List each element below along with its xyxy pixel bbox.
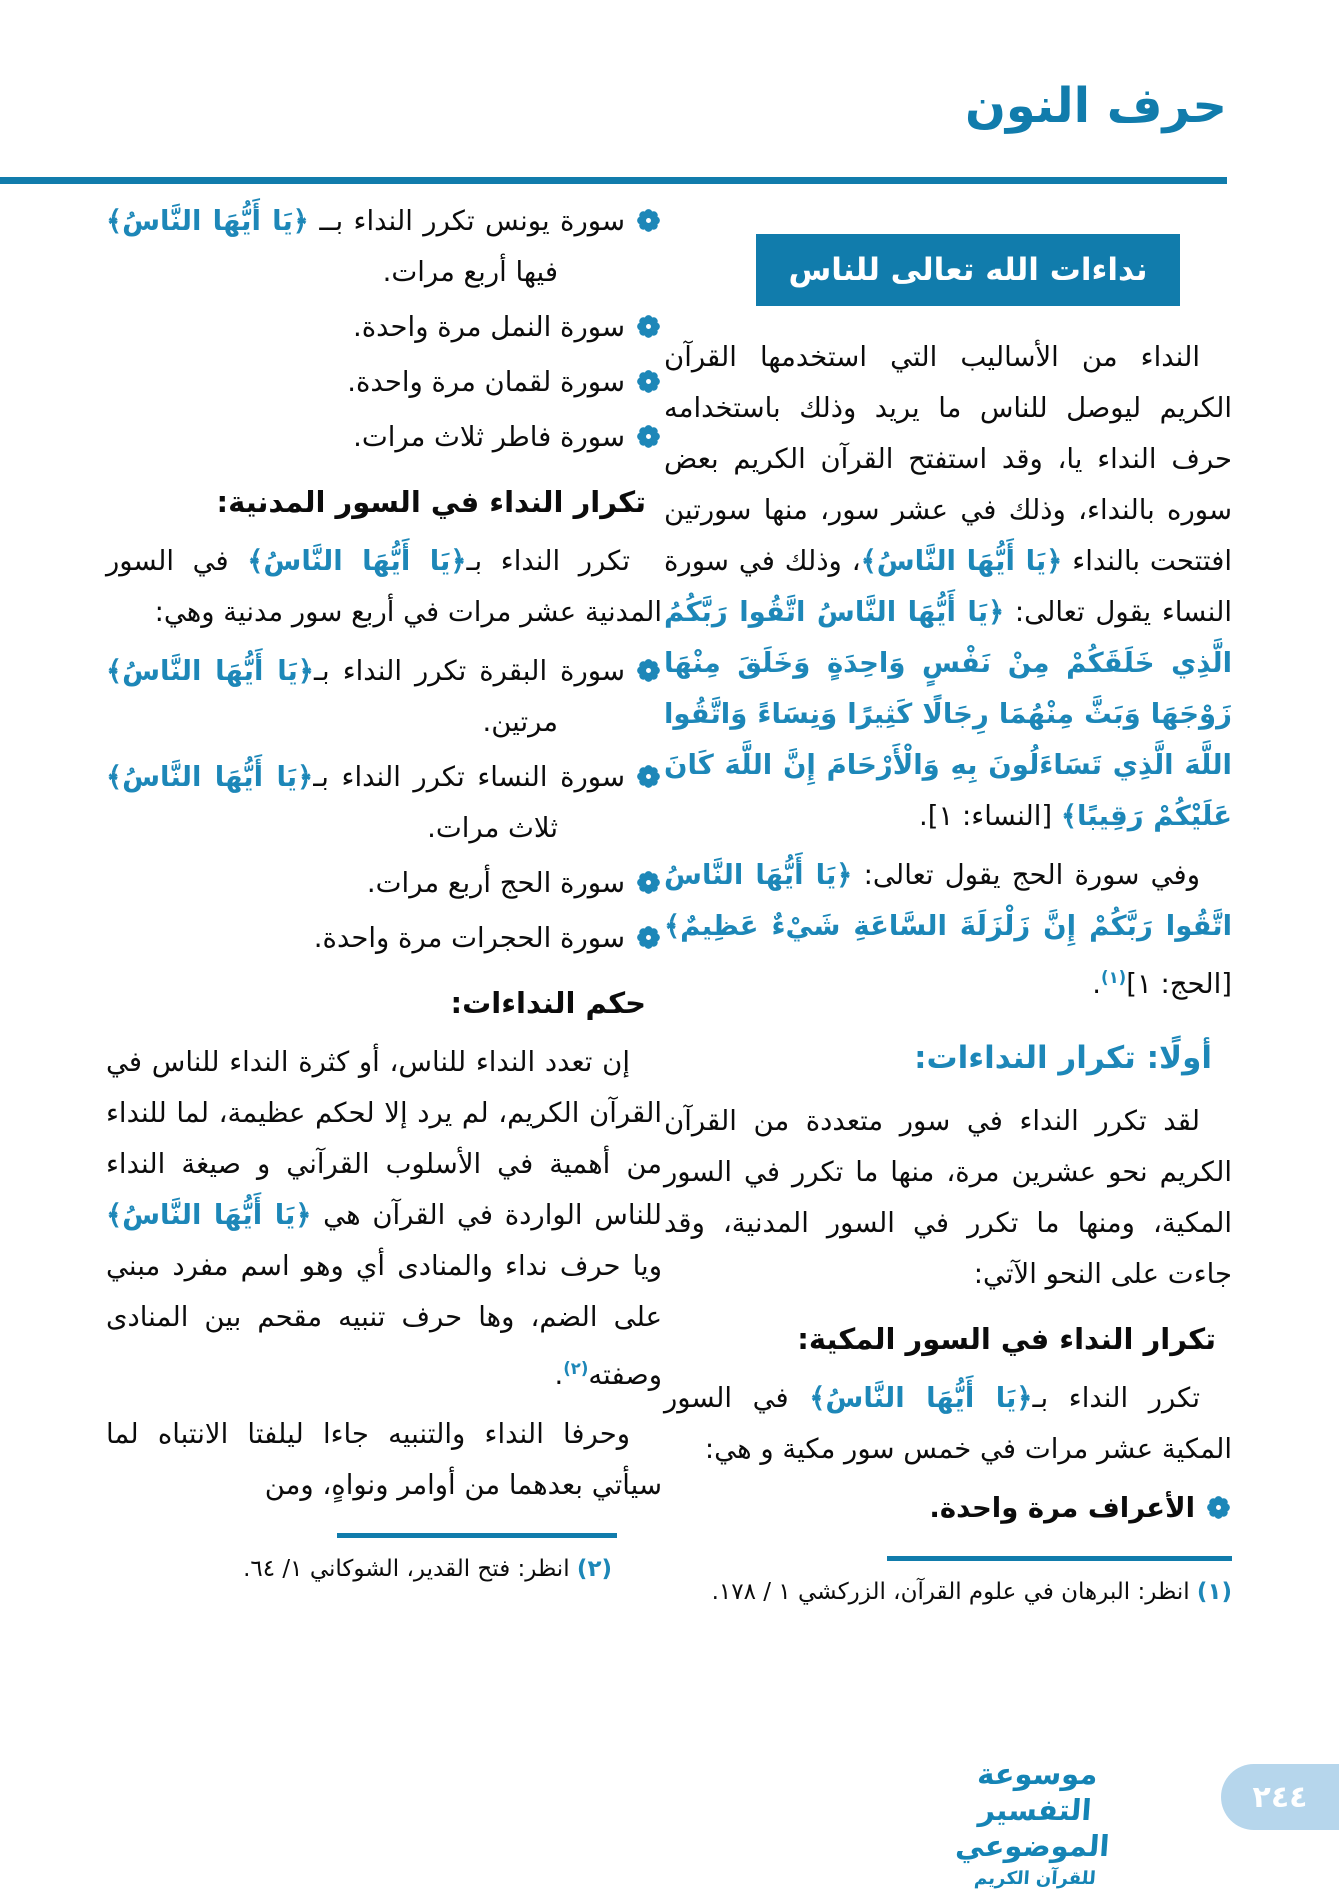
section-subheading <box>106 477 662 528</box>
section-subheading <box>106 978 662 1029</box>
list-item-text: سورة الحج أربع مرات. <box>366 867 625 899</box>
left-column <box>106 196 662 1590</box>
list-item <box>106 913 662 964</box>
paragraph <box>664 1373 1232 1475</box>
list-item-text: سورة الحجرات مرة واحدة. <box>313 922 625 954</box>
list-item-text: سورة النمل مرة واحدة. <box>352 311 625 343</box>
footnote <box>664 1571 1232 1613</box>
text-run: حكم النداءات: <box>450 986 646 1020</box>
flower-bullet-icon <box>635 313 662 340</box>
text-run: تكرار النداء في السور المدنية: <box>216 485 646 519</box>
footnote-marker: (١) <box>1196 1579 1232 1606</box>
text-run: وفي سورة الحج يقول تعالى: ﴿يَا أَيُّهَا النَّاسُ اتَّقُوا رَبَّكُمْ إِنَّ زَلْزَلَةَ السَّاعَةِ شَيْءٌ عَظِيمٌ﴾ [الحج: ١]$^{(١)}$. <box>664 859 1232 1001</box>
right-footnote-area <box>664 1556 1232 1613</box>
footnote-text: انظر: فتح القدير، الشوكاني ١/ ٦٤. <box>243 1556 570 1583</box>
list-item <box>106 196 662 298</box>
list-item-text: سورة فاطر ثلاث مرات. <box>353 421 625 453</box>
footnote-divider <box>887 1556 1232 1561</box>
page-number-badge: ٢٤٤ <box>1221 1764 1339 1830</box>
text-run: النداء من الأساليب التي استخدمها القرآن الكريم ليوصل للناس ما يريد وذلك باستخدامه حرف النداء يا، وقد استفتح القرآن الكريم بعض سوره بالنداء، وذلك في عشر سور، منها سورتين افتتحت بالنداء ﴿يَا أَيُّهَا النَّاسُ﴾، وذلك في سورة النساء يقول تعالى: ﴿يَا أَيُّهَا النَّاسُ اتَّقُوا رَبَّكُمُ الَّذِي خَلَقَكُمْ مِنْ نَفْسٍ وَاحِدَةٍ وَخَلَقَ مِنْهَا زَوْجَهَا وَبَثَّ مِنْهُمَا رِجَالًا كَثِيرًا وَنِسَاءً وَاتَّقُوا اللَّهَ الَّذِي تَسَاءَلُونَ بِهِ وَالْأَرْحَامَ إِنَّ اللَّهَ كَانَ عَلَيْكُمْ رَقِيبًا﴾ [النساء: ١]. <box>664 341 1232 832</box>
list-item-text: سورة البقرة تكرر النداء بـ﴿يَا أَيُّهَا النَّاسُ﴾ مرتين. <box>106 655 625 738</box>
publisher-logo-line2: للقرآن الكريم <box>973 1868 1097 1889</box>
paragraph <box>664 332 1232 842</box>
paragraph <box>106 1037 662 1401</box>
list-item <box>106 412 662 463</box>
section-subheading <box>664 1314 1232 1365</box>
list-item-text: سورة يونس تكرر النداء بــ ﴿يَا أَيُّهَا النَّاسُ﴾ فيها أربع مرات. <box>106 205 625 288</box>
text-run: تكرر النداء بـ﴿يَا أَيُّهَا النَّاسُ﴾ في السور المدنية عشر مرات في أربع سور مدنية وهي: <box>106 545 662 628</box>
flower-bullet-icon <box>635 924 662 951</box>
right-column <box>664 230 1232 1613</box>
list-item <box>106 357 662 408</box>
list-item-text: سورة لقمان مرة واحدة. <box>347 366 625 398</box>
list-item <box>106 646 662 748</box>
paragraph <box>106 1409 662 1511</box>
header-rule <box>0 177 1227 184</box>
publisher-logo-line1: موسوعة التفسير الموضوعي <box>954 1757 1111 1863</box>
section-title-box <box>756 234 1180 306</box>
text-run: تكرر النداء بـ﴿يَا أَيُّهَا النَّاسُ﴾ في السور المكية عشر مرات في خمس سور مكية و هي: <box>664 1382 1232 1466</box>
section-title: نداءات الله تعالى للناس <box>788 252 1148 288</box>
left-footnote-area <box>106 1533 662 1590</box>
list-item <box>106 302 662 353</box>
flower-bullet-icon <box>635 368 662 395</box>
flower-bullet-icon <box>635 763 662 790</box>
flower-bullet-icon <box>635 423 662 450</box>
left-column-content <box>106 196 662 1511</box>
footnote-text: انظر: البرهان في علوم القرآن، الزركشي ١ / ١٧٨. <box>711 1579 1190 1606</box>
footnote-marker: (٢) <box>576 1556 612 1583</box>
text-run: وحرفا النداء والتنبيه جاءا ليلفتا الانتباه لما سيأتي بعدهما من أوامر ونواهٍ، ومن <box>106 1418 662 1502</box>
text-run: تكرار النداء في السور المكية: <box>797 1322 1216 1357</box>
list-item <box>106 858 662 909</box>
text-run: إن تعدد النداء للناس، أو كثرة النداء للناس في القرآن الكريم، لم يرد إلا لحكم عظيمة، لما للنداء من أهمية في الأسلوب القرآني و صيغة النداء للناس الواردة في القرآن هي ﴿يَا أَيُّهَا النَّاسُ﴾ ويا حرف نداء والمنادى أي وهو اسم مفرد مبني على الضم، وها حرف تنبيه مقحم بين المنادى وصفته$^{(٢)}$. <box>106 1046 663 1392</box>
text-run: أولًا: تكرار النداءات: <box>914 1040 1212 1077</box>
list-item <box>664 1483 1232 1534</box>
list-item <box>106 752 662 854</box>
flower-bullet-icon <box>1205 1494 1232 1521</box>
paragraph <box>106 536 662 638</box>
chapter-title: حرف النون <box>964 78 1227 134</box>
paragraph <box>664 1096 1232 1300</box>
flower-bullet-icon <box>635 207 662 234</box>
flower-bullet-icon <box>635 657 662 684</box>
list-item-text: سورة النساء تكرر النداء بـ﴿يَا أَيُّهَا النَّاسُ﴾ ثلاث مرات. <box>106 761 626 844</box>
section-subheading-blue <box>664 1032 1232 1084</box>
flower-bullet-icon <box>635 869 662 896</box>
footnote-divider <box>337 1533 617 1538</box>
text-run: لقد تكرر النداء في سور متعددة من القرآن الكريم نحو عشرين مرة، منها ما تكرر في السور المكية، ومنها ما تكرر في السور المدنية، وقد جاءت على النحو الآتي: <box>664 1105 1232 1291</box>
footnote <box>106 1548 662 1590</box>
right-column-content <box>664 332 1232 1534</box>
publisher-logo <box>924 1756 1146 1894</box>
paragraph <box>664 850 1232 1010</box>
list-item-text: الأعراف مرة واحدة. <box>929 1492 1195 1525</box>
